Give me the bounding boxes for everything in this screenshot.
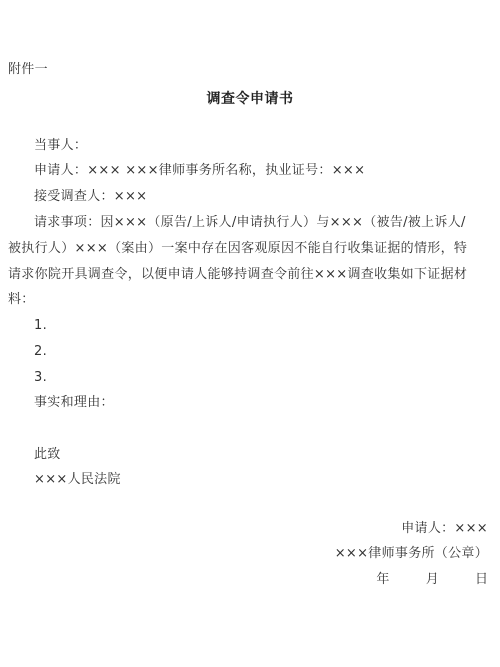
respondent-line: 接受调查人：××× bbox=[34, 189, 148, 204]
attachment-label: 附件一 bbox=[8, 62, 48, 77]
applicant-line: 申请人：××× ×××律师事务所名称，执业证号：××× bbox=[34, 163, 366, 178]
request-line-1: 请求事项：因×××（原告/上诉人/申请执行人）与×××（被告/被上诉人/ bbox=[34, 215, 466, 230]
document-title: 调查令申请书 bbox=[206, 91, 294, 107]
signature-applicant: 申请人：××× bbox=[401, 521, 488, 536]
date-day: 日 bbox=[474, 572, 488, 587]
item-3: 3. bbox=[34, 370, 48, 385]
request-line-2: 被执行人）×××（案由）一案中存在因客观原因不能自行收集证据的情形，特 bbox=[8, 241, 468, 256]
court-name: ×××人民法院 bbox=[34, 472, 121, 487]
date-year: 年 bbox=[376, 572, 390, 587]
item-2: 2. bbox=[34, 344, 48, 359]
date-month: 月 bbox=[425, 572, 439, 587]
party-label: 当事人： bbox=[34, 138, 88, 153]
signature-firm: ×××律师事务所（公章） bbox=[334, 546, 488, 561]
facts-label: 事实和理由： bbox=[34, 395, 114, 410]
request-line-4: 料： bbox=[8, 292, 35, 307]
item-1: 1. bbox=[34, 318, 48, 333]
salutation: 此致 bbox=[34, 447, 61, 462]
date-row bbox=[376, 571, 488, 589]
request-line-3: 请求你院开具调查令，以便申请人能够持调查令前往×××调查收集如下证据材 bbox=[8, 267, 468, 282]
